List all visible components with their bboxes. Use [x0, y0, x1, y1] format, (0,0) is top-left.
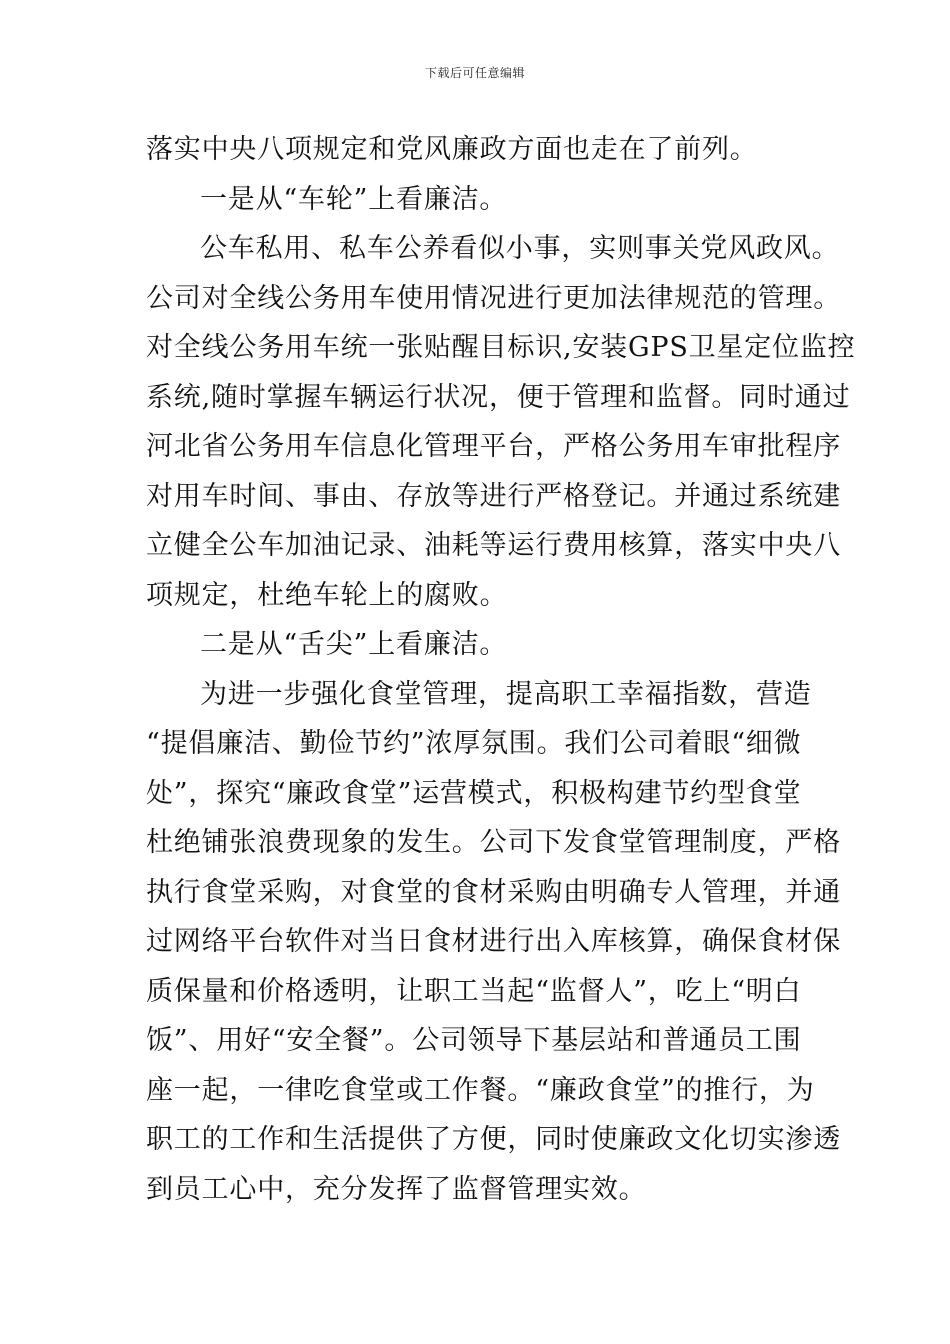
text-line: 执行食堂采购，对食堂的食材采购由明确专人管理，并通 — [146, 876, 841, 908]
page-header: 下载后可任意编辑 — [424, 66, 525, 80]
text-line: 河北省公务用车信息化管理平台，严格公务用车审批程序 — [146, 431, 841, 462]
text-line: 到员工心中，充分发挥了监督管理实效。 — [146, 1173, 647, 1205]
text-line: 为进一步强化食堂管理，提高职工幸福指数，营造 — [200, 678, 812, 710]
text-line: 立健全公车加油记录、油耗等运行费用核算，落实中央八 — [146, 530, 841, 561]
text-line: 公车私用、私车公养看似小事，实则事关党风政风。 — [200, 233, 840, 264]
text-line: 座一起，一律吃食堂或工作餐。“廉政食堂”的推行，为 — [146, 1074, 815, 1106]
text-line: 过网络平台软件对当日食材进行出入库核算，确保食材保 — [146, 926, 841, 957]
text-line: “提倡廉洁、勤俭节约”浓厚氛围。我们公司着眼“细微 — [146, 728, 802, 759]
text-line: 杜绝铺张浪费现象的发生。公司下发食堂管理制度，严格 — [146, 827, 841, 858]
text-line: 对全线公务用车统一张贴醒目标识,安装GPS卫星定位监控 — [146, 332, 856, 363]
text-line: 职工的工作和生活提供了方便，同时使廉政文化切实渗透 — [146, 1124, 841, 1155]
text-line: 二是从“舌尖”上看廉洁。 — [200, 629, 508, 660]
text-line: 饭”、用好“安全餐”。公司领导下基层站和普通员工围 — [146, 1025, 802, 1056]
text-line: 对用车时间、事由、存放等进行严格登记。并通过系统建 — [146, 480, 841, 512]
text-line: 质保量和价格透明，让职工当起“监督人”，吃上“明白 — [146, 975, 802, 1007]
document-body — [146, 130, 856, 1219]
text-line: 系统,随时掌握车辆运行状况，便于管理和监督。同时通过 — [146, 381, 851, 413]
text-line: 落实中央八项规定和党风廉政方面也走在了前列。 — [146, 134, 758, 165]
text-line: 项规定，杜绝车轮上的腐败。 — [146, 579, 508, 611]
text-line: 处”，探究“廉政食堂”运营模式，积极构建节约型食堂 — [146, 777, 802, 809]
text-line: 公司对全线公务用车使用情况进行更加法律规范的管理。 — [146, 282, 841, 314]
text-line: 一是从“车轮”上看廉洁。 — [200, 183, 508, 215]
